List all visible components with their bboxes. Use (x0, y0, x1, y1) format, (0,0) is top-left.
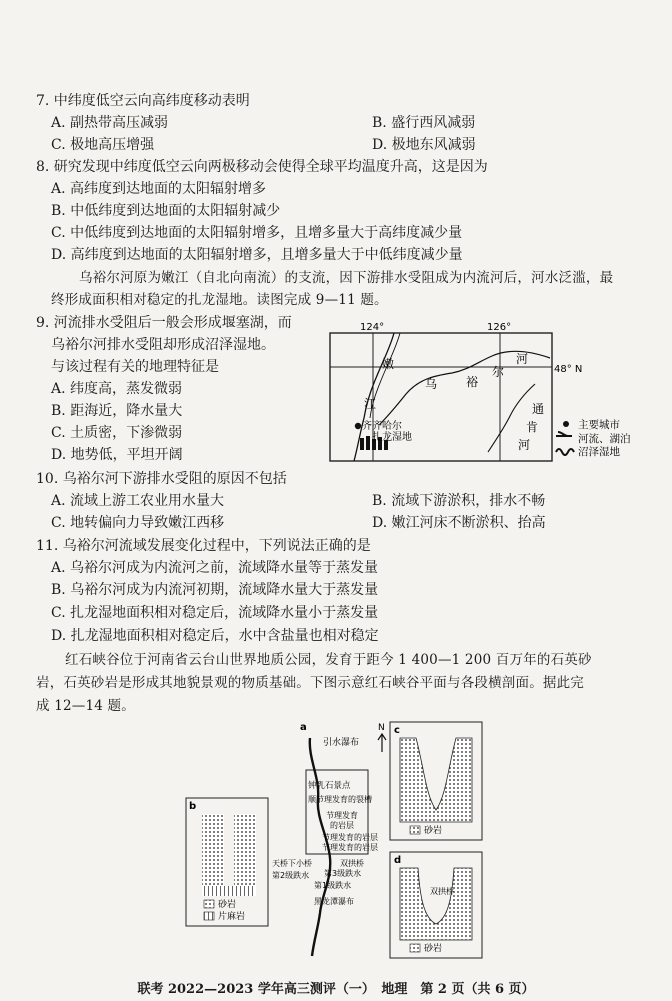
q9-option-d: D. 地势低，平坦开阔 (51, 447, 183, 463)
legend-river-label: 河流、湖泊 (578, 433, 631, 445)
q8-option-c: C. 中低纬度到达地面的太阳辐射增多，且增多量大于高纬度减少量 (51, 225, 463, 241)
q7-option-a: A. 副热带高压减弱 (51, 115, 169, 131)
passage2-line2: 岩，石英砂岩是形成其地貌景观的物质基础。下图示意红石峡谷平面与各段横剖面。据此完 (36, 675, 584, 691)
label-jieli-yanceng-2: 节理发育的岩层 (322, 833, 378, 842)
label-fall-2: 第2级跌水 (272, 871, 310, 880)
map-label-nen: 嫩 (382, 357, 395, 371)
panel-b-label: b (189, 801, 197, 812)
panel-c-label: c (394, 725, 400, 736)
north-arrow-icon (378, 734, 386, 752)
q7-option-d: D. 极地东风减弱 (372, 137, 476, 153)
q8-option-d: D. 高纬度到达地面的太阳辐射增多，且增多量大于中低纬度减少量 (51, 247, 463, 263)
q8-stem: 8. 研究发现中纬度低空云向两极移动会使得全球平均温度升高，这是因为 (36, 159, 488, 175)
hongshi-canyon-figure (180, 718, 540, 966)
label-yinshui-waterfall: 引水瀑布 (323, 738, 360, 748)
map-lon-124: 124° (360, 322, 385, 333)
label-jieli-yanceng-3: 节理发育的岩层 (322, 843, 378, 852)
panel-d-sandstone-icon (410, 944, 420, 952)
q9-stem-line2: 乌裕尔河排水受阻却形成沼泽湿地。 (51, 337, 275, 353)
map-label-jiang: 江 (364, 397, 377, 411)
q11-option-a: A. 乌裕尔河成为内流河之前，流域降水量等于蒸发量 (51, 560, 379, 576)
label-zhonglv: 钟乳石景点 (308, 781, 351, 791)
map-label-qiqihar: 齐齐哈尔 (362, 421, 402, 432)
label-jieli-fayu: 节理发育 (326, 811, 358, 820)
map-label-yu: 裕 (466, 375, 479, 389)
panel-d-label: d (394, 855, 402, 866)
passage1-line1: 乌裕尔河原为嫩江（自北向南流）的支流，因下游排水受阻成为内流河后，河水泛滥，最 (79, 270, 614, 286)
q9-option-a: A. 纬度高，蒸发微弱 (51, 381, 183, 397)
passage2-line1: 红石峡谷位于河南省云台山世界地质公园，发育于距今 1 400—1 200 百万年的石英砂 (65, 652, 592, 668)
q8-option-b: B. 中低纬度到达地面的太阳辐射减少 (51, 203, 281, 219)
q11-option-d: D. 扎龙湿地面积相对稳定后，水中含盐量也相对稳定 (51, 628, 379, 644)
q10-option-c: C. 地转偏向力导致嫩江西移 (51, 515, 225, 531)
map-label-zhalong: 扎龙湿地 (372, 432, 412, 443)
label-fall-3: 第3级跌水 (324, 869, 362, 878)
q10-stem: 10. 乌裕尔河下游排水受阻的原因不包括 (36, 471, 287, 487)
panel-c-sandstone-icon (410, 826, 420, 834)
q11-option-c: C. 扎龙湿地面积相对稳定后，流域降水量小于蒸发量 (51, 605, 379, 621)
legend-city-icon (563, 421, 569, 427)
legend-gneiss-icon (204, 912, 214, 920)
label-jieli-caogou: 顺节理发育的裂槽 (308, 795, 372, 804)
passage1-line2: 终形成面积相对稳定的扎龙湿地。读图完成 9—11 题。 (51, 292, 388, 308)
panel-d-shuanggong-label: 双拱桥 (430, 887, 454, 896)
qiqihar-city-dot (355, 423, 361, 429)
legend-city-label: 主要城市 (578, 419, 620, 431)
legend-marsh-icon (556, 449, 574, 455)
map-lon-126: 126° (487, 322, 512, 333)
panel-d-cross-section (400, 868, 472, 940)
q9-option-c: C. 土质密，下渗微弱 (51, 425, 183, 441)
legend-sandstone-label: 砂岩 (218, 900, 237, 910)
label-tianqiao-bridge: 天桥下小桥 (272, 859, 312, 868)
q7-stem: 7. 中纬度低空云向高纬度移动表明 (36, 93, 250, 109)
passage2-line3: 成 12—14 题。 (36, 698, 135, 714)
panel-b-sandstone-left (202, 814, 224, 896)
legend-marsh-label: 沼泽湿地 (578, 446, 620, 458)
legend-river-icon (556, 432, 572, 436)
page-footer: 联考 2022—2023 学年高三测评（一） 地理 第 2 页（共 6 页） (137, 982, 535, 997)
panel-b-sandstone-right (234, 814, 256, 896)
q9-option-b: B. 距海近，降水量大 (51, 403, 183, 419)
map-label-wu: 乌 (425, 377, 438, 391)
map-label-ken: 肯 (526, 420, 539, 434)
q10-option-b: B. 流域下游淤积，排水不畅 (372, 493, 546, 509)
north-label: N (378, 723, 385, 733)
label-jieli-yanceng: 的岩层 (330, 821, 354, 830)
label-fall-1: 第1级跌水 (314, 881, 352, 890)
wuyuer-river-map (320, 318, 672, 468)
legend-gneiss-label: 片麻岩 (218, 912, 246, 922)
q7-option-b: B. 盛行西风减弱 (372, 115, 476, 131)
map-label-tong: 通 (532, 402, 545, 416)
q8-option-a: A. 高纬度到达地面的太阳辐射增多 (51, 181, 267, 197)
q11-stem: 11. 乌裕尔河流域发展变化过程中，下列说法正确的是 (36, 538, 371, 554)
panel-c-cross-section (400, 738, 472, 822)
q11-option-b: B. 乌裕尔河成为内流河初期，流域降水量大于蒸发量 (51, 582, 379, 598)
map-label-he2: 河 (518, 438, 531, 452)
panel-c-sandstone-label: 砂岩 (424, 826, 443, 836)
label-shuanggong-bridge: 双拱桥 (340, 859, 364, 868)
q10-option-d: D. 嫩江河床不断淤积、抬高 (372, 515, 546, 531)
q7-option-c: C. 极地高压增强 (51, 137, 155, 153)
panel-d-sandstone-label: 砂岩 (424, 944, 443, 954)
panel-b-gneiss (202, 886, 256, 896)
map-label-er: 尔 (492, 365, 505, 379)
legend-sandstone-icon (204, 900, 214, 908)
label-heilongtan: 黑龙潭瀑布 (314, 897, 354, 906)
map-lat-48n: 48° N (554, 364, 583, 375)
map-label-he: 河 (516, 352, 529, 366)
panel-a-label: a (300, 722, 307, 733)
q9-stem-line1: 9. 河流排水受阻后一般会形成堰塞湖，而 (36, 315, 292, 331)
q10-option-a: A. 流域上游工农业用水量大 (51, 493, 225, 509)
q9-stem-line3: 与该过程有关的地理特征是 (51, 359, 219, 375)
